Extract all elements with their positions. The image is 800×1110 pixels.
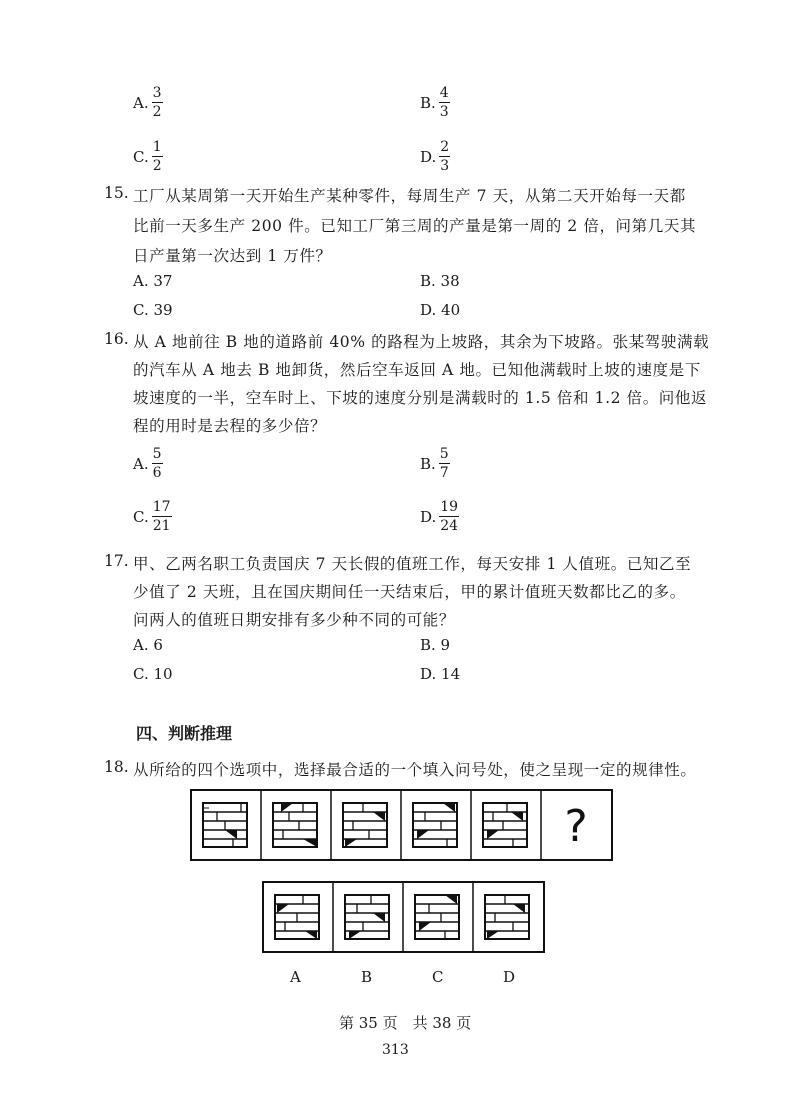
fraction: $\frac{17}{21}$ — [152, 499, 171, 534]
fraction: $\frac{5}{7}$ — [439, 446, 449, 481]
option-c: C. 39 — [133, 301, 173, 319]
answer-panel-c — [415, 895, 459, 939]
puzzle-panel-1 — [203, 803, 247, 847]
option-b: B. $\frac{5}{7}$ — [420, 446, 449, 481]
question-text-line: 问两人的值班日期安排有多少种不同的可能？ — [133, 611, 456, 629]
question-number: 18. — [104, 758, 129, 776]
question-text-line: 程的用时是去程的多少倍？ — [133, 417, 327, 435]
fraction: $\frac{19}{24}$ — [440, 499, 459, 534]
option-b: B. 9 — [420, 636, 451, 654]
answer-panel-b — [345, 895, 389, 939]
answer-label-d: D — [503, 968, 516, 986]
section-heading: 四、判断推理 — [136, 724, 233, 743]
question-number: 17. — [104, 552, 129, 570]
fraction: $\frac{1}{2}$ — [152, 139, 162, 174]
puzzle-panel-2 — [273, 803, 317, 847]
option-d: D. 14 — [420, 665, 461, 683]
question-text-line: 日产量第一次达到 1 万件？ — [133, 247, 332, 265]
answer-panel-d — [485, 895, 529, 939]
question-text-line: 少值了 2 天班，且在国庆期间任一天结束后，甲的累计值班天数都比乙的多。 — [133, 583, 686, 601]
puzzle-panel-5 — [483, 803, 527, 847]
question-mark: ? — [564, 801, 588, 852]
option-d: D. $\frac{19}{24}$ — [420, 499, 459, 534]
option-a: A. 6 — [133, 636, 163, 654]
fraction: $\frac{3}{2}$ — [152, 85, 162, 120]
fraction: $\frac{5}{6}$ — [152, 446, 162, 481]
puzzle-panel-3 — [343, 803, 387, 847]
question-number: 15. — [104, 184, 129, 202]
page-info: 第 35 页 共 38 页 — [339, 1014, 472, 1032]
question-text-line: 甲、乙两名职工负责国庆 7 天长假的值班工作，每天安排 1 人值班。已知乙至 — [133, 555, 692, 573]
answer-panel-a — [275, 895, 319, 939]
page-number: 313 — [382, 1042, 409, 1058]
puzzle-answer-figure — [262, 881, 545, 953]
option-a: A. 37 — [133, 272, 173, 290]
puzzle-sequence-figure — [190, 789, 613, 861]
option-b: B. $\frac{4}{3}$ — [420, 85, 449, 120]
option-d: D. $\frac{2}{3}$ — [420, 139, 450, 174]
question-text-line: 比前一天多生产 200 件。已知工厂第三周的产量是第一周的 2 倍，问第几天其 — [133, 217, 697, 235]
answer-label-c: C — [432, 968, 444, 986]
puzzle-panel-4 — [413, 803, 457, 847]
question-text-line: 从所给的四个选项中，选择最合适的一个填入问号处，使之呈现一定的规律性。 — [133, 761, 697, 779]
option-b: B. 38 — [420, 272, 460, 290]
question-number: 16. — [104, 330, 129, 348]
option-a: A. $\frac{5}{6}$ — [133, 446, 162, 481]
option-c: C. 10 — [133, 665, 173, 683]
option-c: C. $\frac{17}{21}$ — [133, 499, 171, 534]
answer-label-a: A — [290, 968, 301, 986]
option-d: D. 40 — [420, 301, 461, 319]
question-text-line: 从 A 地前往 B 地的道路前 40% 的路程为上坡路，其余为下坡路。张某驾驶满载 — [133, 333, 710, 351]
question-text-line: 工厂从某周第一天开始生产某种零件，每周生产 7 天，从第二天开始每一天都 — [133, 187, 686, 205]
option-a: A. $\frac{3}{2}$ — [133, 85, 162, 120]
fraction: $\frac{2}{3}$ — [440, 139, 450, 174]
fraction: $\frac{4}{3}$ — [439, 85, 449, 120]
question-text-line: 坡速度的一半，空车时上、下坡的速度分别是满载时的 1.5 倍和 1.2 倍。问他返 — [133, 389, 708, 407]
question-text-line: 的汽车从 A 地去 B 地卸货，然后空车返回 A 地。已知他满载时上坡的速度是下 — [133, 361, 701, 379]
option-c: C. $\frac{1}{2}$ — [133, 139, 162, 174]
answer-label-b: B — [361, 968, 373, 986]
